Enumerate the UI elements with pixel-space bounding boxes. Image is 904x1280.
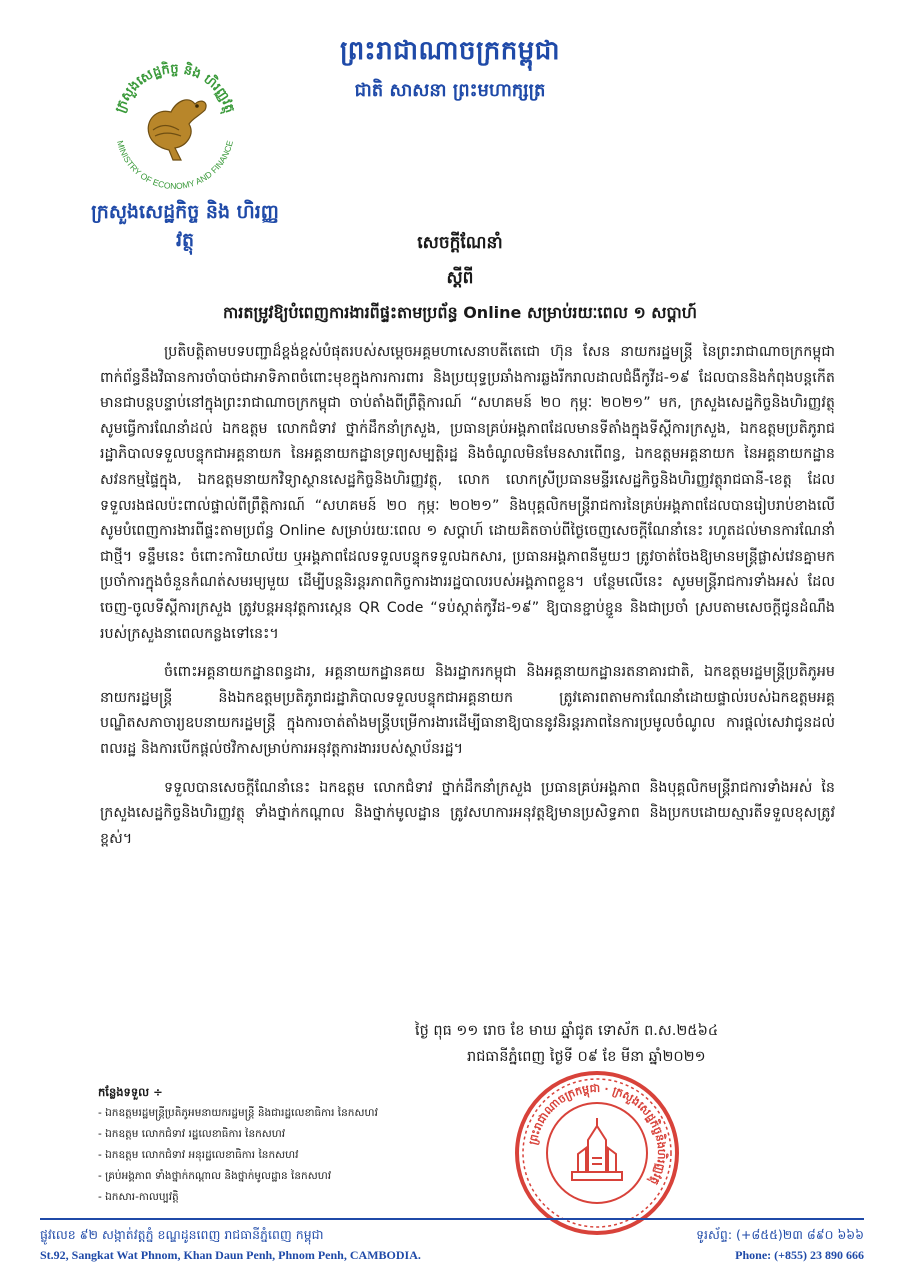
title-line-2: ស្តីពី: [446, 268, 474, 288]
lunar-date: ថ្ងៃ ពុធ ១១ រោច ខែ មាឃ ឆ្នាំជូត ទោស័ក ព.ស.២៥៦៤: [415, 1023, 719, 1039]
nation-motto: ជាតិ សាសនា ព្រះមហាក្សត្រ: [354, 80, 546, 101]
title-line-3: ការតម្រូវឱ្យបំពេញការងារពីផ្ទះតាមប្រព័ន្ធ Online សម្រាប់រយៈពេល ១ សប្តាហ៍: [223, 303, 697, 322]
date-block: [415, 1018, 835, 1070]
paragraph-2: ចំពោះអគ្គនាយកដ្ឋានពន្ធដារ, អគ្គនាយកដ្ឋានគយ និងរដ្ឋាករកម្ពុជា និងអគ្គនាយកដ្ឋានរតនាគារជាតិ, ឯកឧត្តមរដ្ឋមន្ត្រីប្រតិភូអមនាយករដ្ឋមន្ត្រី និងឯកឧត្តមប្រតិភូរាជរដ្ឋាភិបាលទទួលបន្ទុកជាអគ្គនាយក ត្រូវគោរពតាមការណែនាំដោយផ្ទាល់របស់ឯកឧត្តមអគ្គបណ្ឌិតសភាចារ្យឧបនាយករដ្ឋមន្ត្រី ក្នុងការចាត់តាំងមន្ត្រីបម្រើការងារដើម្បីធានាឱ្យបាននូវនិរន្តរភាពនៃការប្រមូលចំណូល ការផ្តល់សេវាជូនដល់ពលរដ្ឋ និងការបើកផ្តល់ថវិកាសម្រាប់ការអនុវត្តការងាររបស់ស្ថាប័នរដ្ឋ។: [100, 664, 835, 757]
recipient-item: - ឯកសារ-កាលប្បវត្តិ: [98, 1187, 478, 1208]
solar-date: រាជធានីភ្នំពេញ ថ្ងៃទី ០៩ ខែ មីនា ឆ្នាំ២០២១: [467, 1049, 706, 1065]
official-seal-icon: [512, 1068, 682, 1238]
phone-kh: ទូរស័ព្ទ: (+៨៥៥)២៣ ៨៩០ ៦៦៦: [696, 1227, 864, 1242]
document-title: [150, 232, 770, 326]
ministry-name: ក្រសួងសេដ្ឋកិច្ច និង ហិរញ្ញវត្ថុ: [91, 201, 279, 251]
bird-emblem: [148, 100, 206, 160]
phone-en: Phone: (+855) 23 890 666: [735, 1248, 864, 1262]
paragraph-1: ប្រតិបត្តិតាមបទបញ្ជាដ៏ខ្ពង់ខ្ពស់បំផុតរបស់សម្តេចអគ្គមហាសេនាបតីតេជោ ហ៊ុន សែន នាយករដ្ឋមន្ត្រី នៃព្រះរាជាណាចក្រកម្ពុជា ពាក់ព័ន្ធនឹងវិធានការចាំបាច់ជាអាទិភាពចំពោះមុខក្នុងការការពារ និងប្រយុទ្ធប្រឆាំងការឆ្លងរីករាលដាលជំងឺកូវីដ-១៩ ដែលបាននិងកំពុងបន្តកើតមានជាបន្តបន្ទាប់នៅក្នុងព្រះរាជាណាចក្រកម្ពុជា ចាប់តាំងពីព្រឹត្តិការណ៍ “សហគមន៍ ២០ កុម្ភៈ ២០២១” មក, ក្រសួងសេដ្ឋកិច្ចនិងហិរញ្ញវត្ថុ សូមធ្វើការណែនាំដល់ ឯកឧត្តម លោកជំទាវ ថ្នាក់ដឹកនាំក្រសួង, ប្រធានគ្រប់អង្គភាពដែលមានទីតាំងក្នុងទីស្តីការក្រសួង, ឯកឧត្តមប្រតិភូរាជរដ្ឋាភិបាលទទួលបន្ទុកជាអគ្គនាយក នៃអគ្គនាយកដ្ឋានទ្រព្យសម្បត្តិរដ្ឋ និងចំណូលមិនមែនសារពើពន្ធ, ឯកឧត្តមអគ្គនាយក នៃអគ្គនាយកដ្ឋានសវនកម្មផ្ទៃក្នុង, ឯកឧត្តមនាយកវិទ្យាស្ថានសេដ្ឋកិច្ចនិងហិរញ្ញវត្ថុ, លោក លោកស្រីប្រធានមន្ទីរសេដ្ឋកិច្ចនិងហិរញ្ញវត្ថុរាជធានី-ខេត្ត ដែលទទួលរងផលប៉ះពាល់ផ្ទាល់ពីព្រឹត្តិការណ៍ “សហគមន៍ ២០ កុម្ភៈ ២០២១” និងបុគ្គលិកមន្ត្រីរាជការនៃគ្រប់អង្គភាពដែលបានរៀបរាប់ខាងលើ សូមបំពេញការងារពីផ្ទះតាមប្រព័ន្ធ Online សម្រាប់រយៈពេល ១ សប្តាហ៍ ដោយគិតចាប់ពីថ្ងៃចេញសេចក្តីណែនាំនេះ រហូតដល់មានការណែនាំជាថ្មី។ ទន្ទឹមនេះ ចំពោះការិយាល័យ ឬអង្គភាពដែលទទួលបន្ទុកទទួលឯកសារ, ប្រធានអង្គភាពនីមួយៗ ត្រូវចាត់ចែងឱ្យមានមន្ត្រីផ្លាស់វេនគ្នាមកប្រចាំការក្នុងចំនួនកំណត់សមរម្យមួយ ដើម្បីបន្តនិរន្តរភាពកិច្ចការងាររដ្ឋបាលរបស់អង្គភាពខ្លួន។ បន្ថែមលើនេះ សូមមន្ត្រីរាជការទាំងអស់ ដែលចេញ-ចូលទីស្តីការក្រសួង ត្រូវបន្តអនុវត្តការស្កេន QR Code “ទប់ស្កាត់កូវីដ-១៩” ឱ្យបានខ្ជាប់ខ្ជួន និងជាប្រចាំ ស្របតាមសេចក្តីជូនដំណឹងរបស់ក្រសួងនាពេលកន្លងទៅនេះ។: [100, 344, 835, 642]
recipient-item: - គ្រប់អង្គភាព ទាំងថ្នាក់កណ្តាល និងថ្នាក់មូលដ្ឋាន នៃកសហវ: [98, 1166, 478, 1187]
recipient-item: - ឯកឧត្តមរដ្ឋមន្ត្រីប្រតិភូអមនាយករដ្ឋមន្ត្រី និងជារដ្ឋលេខាធិការ នៃកសហវ: [98, 1103, 478, 1124]
footer-phone: [650, 1224, 864, 1266]
address-en: St.92, Sangkat Wat Phnom, Khan Daun Penh, Phnom Penh, CAMBODIA.: [40, 1248, 421, 1262]
address-kh: ផ្លូវលេខ ៩២ សង្កាត់វត្តភ្នំ ខណ្ឌដូនពេញ រាជធានីភ្នំពេញ កម្ពុជា: [40, 1227, 324, 1242]
document-body: [100, 340, 835, 865]
temple-emblem: [572, 1118, 622, 1180]
logo-arc-text-en: MINISTRY OF ECONOMY AND FINANCE: [115, 139, 235, 192]
footer-address: [40, 1224, 500, 1266]
logo-arc-text-kh: ក្រសួងសេដ្ឋកិច្ច និង ហិរញ្ញវត្ថុ: [112, 61, 238, 115]
recipient-item: - ឯកឧត្តម លោកជំទាវ អនុរដ្ឋលេខាធិការ នៃកសហវ: [98, 1145, 478, 1166]
kingdom-title: ព្រះរាជាណាចក្រកម្ពុជា: [340, 36, 560, 66]
ministry-logo-icon: [100, 48, 250, 198]
title-line-1: សេចក្តីណែនាំ: [417, 233, 503, 253]
recipients-list: [98, 1082, 478, 1208]
seal-arc-text: ព្រះរាជាណាចក្រកម្ពុជា · ក្រសួងសេដ្ឋកិច្ចនិងហិរញ្ញវត្ថុ: [526, 1081, 669, 1187]
footer-divider: [40, 1218, 864, 1220]
recipients-header: កន្លែងទទួល ÷: [98, 1085, 163, 1099]
kingdom-header: [330, 34, 570, 105]
paragraph-3: ទទួលបានសេចក្តីណែនាំនេះ ឯកឧត្តម លោកជំទាវ ថ្នាក់ដឹកនាំក្រសួង ប្រធានគ្រប់អង្គភាព និងបុគ្គលិកមន្ត្រីរាជការទាំងអស់ នៃក្រសួងសេដ្ឋកិច្ចនិងហិរញ្ញវត្ថុ ទាំងថ្នាក់កណ្តាល និងថ្នាក់មូលដ្ឋាន ត្រូវសហការអនុវត្តឱ្យមានប្រសិទ្ធភាព និងប្រកបដោយស្មារតីទទួលខុសត្រូវខ្ពស់។: [100, 779, 835, 847]
recipient-item: - ឯកឧត្តម លោកជំទាវ រដ្ឋលេខាធិការ នៃកសហវ: [98, 1124, 478, 1145]
